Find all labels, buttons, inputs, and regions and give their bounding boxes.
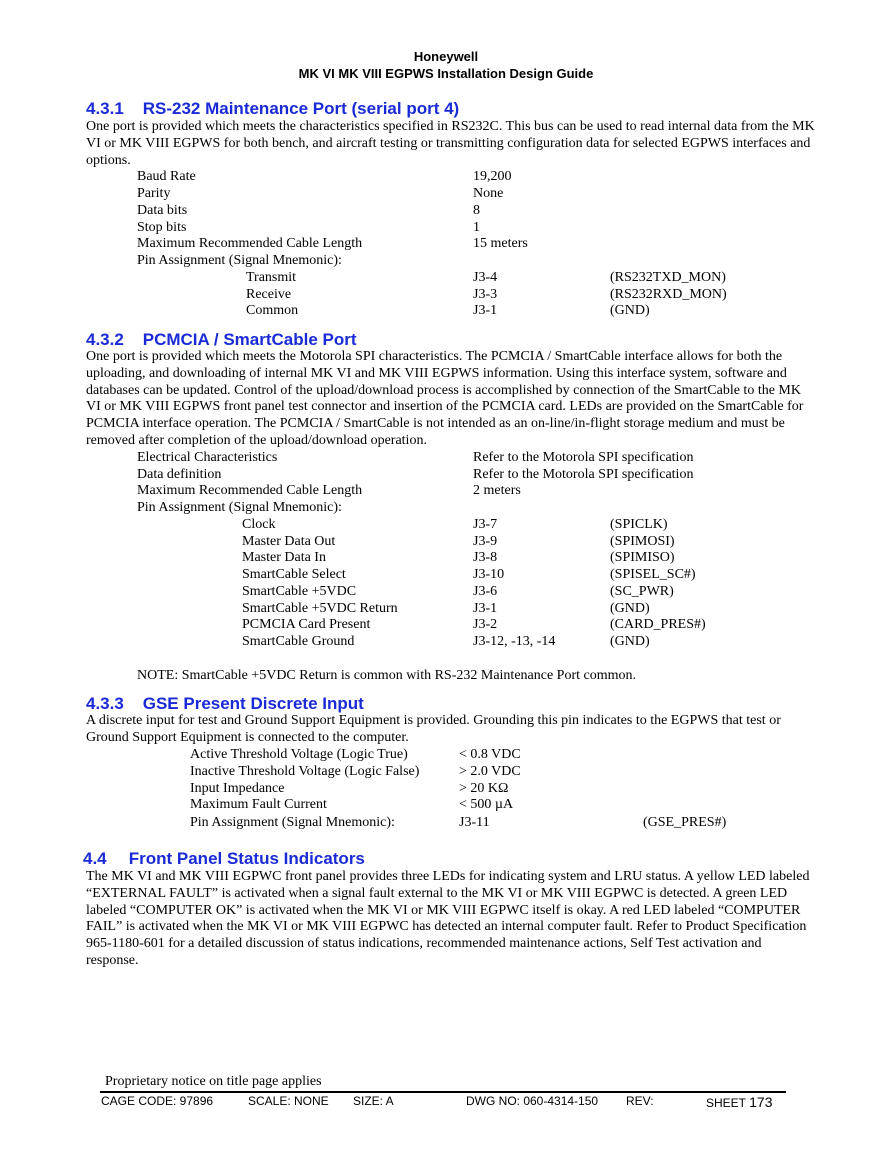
param-label: Baud Rate bbox=[137, 169, 196, 184]
pin-mnemonic: (GND) bbox=[610, 634, 650, 649]
pin-label: Transmit bbox=[246, 270, 297, 285]
pin-mnemonic: (GND) bbox=[610, 303, 650, 318]
pin-number: J3-7 bbox=[473, 517, 498, 532]
param-value: 8 bbox=[473, 203, 480, 218]
pin-number: J3-6 bbox=[473, 584, 498, 599]
pin-number: J3-8 bbox=[473, 550, 498, 565]
section-title: Front Panel Status Indicators bbox=[128, 849, 365, 868]
sheet bbox=[706, 1094, 773, 1110]
param-value: > 20 KΩ bbox=[459, 781, 509, 796]
pin-number: J3-9 bbox=[473, 534, 498, 549]
param-value: 15 meters bbox=[473, 236, 528, 251]
param-value: 1 bbox=[473, 220, 480, 235]
param-label: Data definition bbox=[137, 467, 222, 482]
scale: SCALE: NONE bbox=[248, 1094, 329, 1108]
param-value: < 500 µA bbox=[459, 797, 514, 812]
pin-label: Master Data Out bbox=[242, 534, 336, 549]
sheet-number: 173 bbox=[749, 1094, 773, 1110]
note: NOTE: SmartCable +5VDC Return is common with RS-232 Maintenance Port common. bbox=[137, 668, 637, 683]
section-heading-4-4 bbox=[83, 849, 365, 869]
section-intro: One port is provided which meets the Motorola SPI characteristics. The PCMCIA / SmartCable interface allows for both the uploading, and downloading of internal MK VI and MK VIII EGPWS information. Using this interface system, software and databases can be updated. Control of the upload/download process is accomplished by connection of the SmartCable to the MK VI or MK VIII EGPWS front panel test connector and insertion of the PCMCIA card. LEDs are provided on the SmartCable for PCMCIA interface operation. The PCMCIA / SmartCable is not intended as an on-line/in-flight storage medium and must be removed after completion of the upload/download operation. bbox=[86, 349, 804, 448]
section-body: The MK VI and MK VIII EGPWC front panel provides three LEDs for indicating system and LRU status. A yellow LED labeled “EXTERNAL FAULT” is activated when a signal fault external to the MK VI or MK VIII EGPWC is detected. A green LED labeled “COMPUTER OK” is activated when the MK VI or MK VIII EGPWC itself is okay. A red LED labeled “COMPUTER FAIL” is activated when the MK VI or MK VIII EGPWC has detected an internal computer fault. Refer to Product Specification 965-1180-601 for a detailed discussion of status indications, recommended maintenance actions, Self Test activation and response. bbox=[86, 869, 810, 968]
pin-label: SmartCable Select bbox=[242, 567, 346, 582]
pin-mnemonic: (RS232TXD_MON) bbox=[610, 270, 726, 285]
proprietary-notice: Proprietary notice on title page applies bbox=[105, 1074, 322, 1089]
section-number: 4.4 bbox=[83, 849, 107, 868]
param-label: Data bits bbox=[137, 203, 188, 218]
param-label: Stop bits bbox=[137, 220, 187, 235]
pin-number: J3-12, -13, -14 bbox=[473, 634, 556, 649]
pin-label: SmartCable +5VDC bbox=[242, 584, 357, 599]
pin-mnemonic: (SPISEL_SC#) bbox=[610, 567, 696, 582]
param-label: Maximum Recommended Cable Length bbox=[137, 483, 363, 498]
pin-mnemonic: (GND) bbox=[610, 601, 650, 616]
header-company: Honeywell bbox=[413, 49, 479, 64]
revision: REV: bbox=[626, 1094, 654, 1108]
drawing-number: DWG NO: 060-4314-150 bbox=[466, 1094, 599, 1108]
param-value: Refer to the Motorola SPI specification bbox=[473, 467, 694, 482]
section-heading-4-3-1 bbox=[86, 99, 459, 119]
pin-number: J3-10 bbox=[473, 567, 505, 582]
pin-number: J3-2 bbox=[473, 617, 498, 632]
param-label: Parity bbox=[137, 186, 171, 201]
cage-code: CAGE CODE: 97896 bbox=[101, 1094, 214, 1108]
param-label: Active Threshold Voltage (Logic True) bbox=[190, 747, 408, 762]
pin-mnemonic: (RS232RXD_MON) bbox=[610, 287, 727, 302]
pin-label: SmartCable +5VDC Return bbox=[242, 601, 398, 616]
param-label: Pin Assignment (Signal Mnemonic): bbox=[137, 253, 342, 268]
pin-mnemonic: (SC_PWR) bbox=[610, 584, 674, 599]
section-intro: One port is provided which meets the characteristics specified in RS232C. This bus can be used to read internal data from the MK VI or MK VIII EGPWS for both bench, and aircraft testing or transmitting configuration data for selected EGPWS interfaces and options. bbox=[86, 119, 815, 168]
footer-divider bbox=[100, 1091, 786, 1093]
pin-mnemonic: (GSE_PRES#) bbox=[643, 815, 727, 830]
pin-label: Master Data In bbox=[242, 550, 326, 565]
pin-number: J3-11 bbox=[459, 815, 490, 830]
pin-label: SmartCable Ground bbox=[242, 634, 355, 649]
param-label: Inactive Threshold Voltage (Logic False) bbox=[190, 764, 420, 779]
param-label: Electrical Characteristics bbox=[137, 450, 278, 465]
param-label: Maximum Fault Current bbox=[190, 797, 327, 812]
param-value: < 0.8 VDC bbox=[459, 747, 521, 762]
section-number: 4.3.2 bbox=[86, 330, 124, 349]
section-title: RS-232 Maintenance Port (serial port 4) bbox=[142, 99, 460, 118]
param-label: Input Impedance bbox=[190, 781, 285, 796]
param-value: 2 meters bbox=[473, 483, 521, 498]
section-intro: A discrete input for test and Ground Support Equipment is provided. Grounding this pin indicates to the EGPWS that test or Ground Support Equipment is connected to the computer. bbox=[86, 713, 781, 745]
pin-label: Common bbox=[246, 303, 299, 318]
pin-number: J3-4 bbox=[473, 270, 498, 285]
param-value: None bbox=[473, 186, 504, 201]
size: SIZE: A bbox=[353, 1094, 394, 1108]
pin-mnemonic: (CARD_PRES#) bbox=[610, 617, 706, 632]
pin-label: PCMCIA Card Present bbox=[242, 617, 371, 632]
pin-number: J3-1 bbox=[473, 601, 498, 616]
section-number: 4.3.1 bbox=[86, 99, 124, 118]
param-value: Refer to the Motorola SPI specification bbox=[473, 450, 694, 465]
section-title: GSE Present Discrete Input bbox=[142, 694, 364, 713]
param-value: > 2.0 VDC bbox=[459, 764, 521, 779]
section-title: PCMCIA / SmartCable Port bbox=[142, 330, 357, 349]
param-label: Pin Assignment (Signal Mnemonic): bbox=[137, 500, 342, 515]
pin-label: Pin Assignment (Signal Mnemonic): bbox=[190, 815, 395, 830]
sheet-label: SHEET bbox=[706, 1096, 746, 1110]
pin-mnemonic: (SPICLK) bbox=[610, 517, 668, 532]
pin-number: J3-1 bbox=[473, 303, 498, 318]
pin-number: J3-3 bbox=[473, 287, 498, 302]
param-value: 19,200 bbox=[473, 169, 512, 184]
pin-label: Receive bbox=[246, 287, 292, 302]
param-label: Maximum Recommended Cable Length bbox=[137, 236, 363, 251]
header-title: MK VI MK VIII EGPWS Installation Design Guide bbox=[298, 66, 594, 81]
pin-mnemonic: (SPIMISO) bbox=[610, 550, 675, 565]
pin-label: Clock bbox=[242, 517, 276, 532]
pin-mnemonic: (SPIMOSI) bbox=[610, 534, 675, 549]
section-heading-4-3-3 bbox=[86, 694, 364, 714]
section-number: 4.3.3 bbox=[86, 694, 124, 713]
section-heading-4-3-2 bbox=[86, 330, 357, 350]
